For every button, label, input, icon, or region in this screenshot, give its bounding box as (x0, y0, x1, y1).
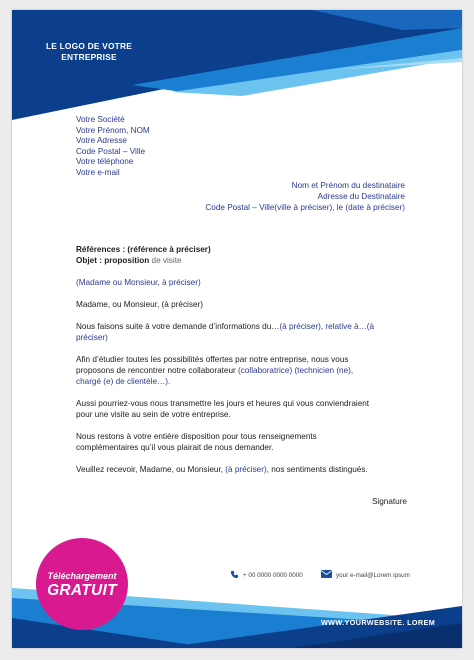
sender-block (76, 115, 150, 179)
paragraph-1 (76, 321, 376, 343)
sender-postal: Code Postal – Ville (76, 146, 146, 156)
paragraph-3: Aussi pourriez-vous nous transmettre les jours et heures qui vous conviendraient pour une visite au sein de votre entreprise. (76, 399, 370, 419)
object-label: Objet : proposition (76, 256, 150, 265)
paragraph-5-text: Veuillez recevoir, Madame, ou Monsieur, (76, 465, 226, 474)
paragraph-5-placeholder: (à préciser) (225, 465, 267, 474)
footer-phone-text: + 00 0000 0000 0000 (243, 572, 303, 579)
sender-phone: Votre téléphone (76, 157, 134, 167)
reference-line: Références : (référence à préciser) (76, 245, 211, 254)
paragraph-5 (76, 464, 376, 475)
paragraph-2 (76, 354, 376, 387)
sender-email: Votre e-mail (76, 167, 120, 177)
logo-line-1: LE LOGO DE VOTRE (45, 41, 133, 51)
header-banner (12, 10, 462, 120)
logo-line-2: ENTREPRISE (61, 52, 117, 62)
free-download-badge[interactable] (36, 538, 128, 630)
object-suffix: de visite (149, 256, 182, 265)
paragraph-5-closing: , nos sentiments distingués. (266, 465, 368, 474)
recipient-block (205, 180, 405, 213)
sender-address: Votre Adresse (76, 136, 127, 146)
paragraph-2-placeholder: (collaboratrice) (technicien (ne), chargé (e) de clientèle…). (76, 366, 354, 386)
salutation: Madame, ou Monsieur, (à préciser) (76, 300, 203, 309)
recipient-name: Nom et Prénom du destinataire (291, 181, 405, 190)
sender-name: Votre Prénom, NOM (76, 125, 150, 135)
sender-company: Votre Société (76, 115, 125, 124)
object-line (76, 255, 376, 266)
salutation-option: (Madame ou Monsieur, à préciser) (76, 278, 201, 287)
footer-email-text: your e-mail@Lorem ipsum (336, 571, 410, 579)
letter-body (76, 244, 376, 486)
badge-line-2: GRATUIT (47, 582, 117, 599)
paragraph-1-text: Nous faisons suite à votre demande d’informations du… (76, 322, 280, 331)
footer-website: WWW.YOURWEBSITE. LOREM (321, 618, 436, 627)
paragraph-2-text: Afin d’étudier toutes les possibilités offertes par notre entreprise, nous vous proposons de rencontrer notre collaborateur (76, 355, 349, 375)
badge-line-1: Téléchargement (47, 571, 117, 581)
company-logo-text (34, 41, 144, 63)
signature-label: Signature (371, 497, 407, 506)
recipient-address: Adresse du Destinataire (317, 192, 405, 201)
paragraph-4: Nous restons à votre entière disposition pour tous renseignements complémentaires qu’il vous plairait de nous demander. (76, 432, 317, 452)
paragraph-1-placeholder: (à préciser), relative à…(à préciser) (76, 322, 375, 342)
recipient-postal-date: Code Postal – Ville(ville à préciser), le (date à préciser) (205, 203, 405, 212)
